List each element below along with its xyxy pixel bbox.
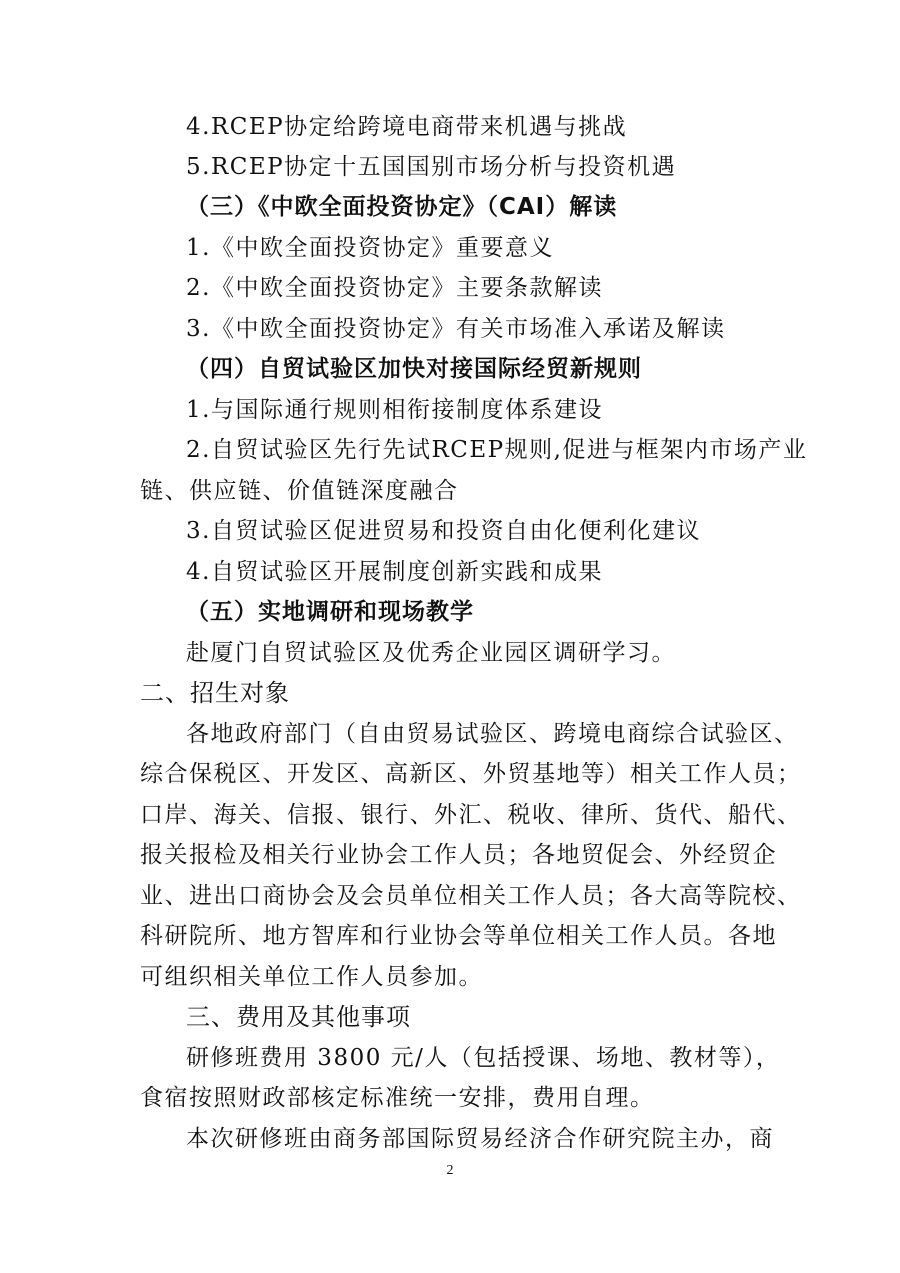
list-item: 5.RCEP协定十五国国别市场分析与投资机遇 <box>186 154 677 180</box>
section-heading-enrollment: 二、招生对象 <box>140 679 290 707</box>
list-item-continuation: 链、供应链、价值链深度融合 <box>140 478 459 504</box>
list-item: 4.RCEP协定给跨境电商带来机遇与挑战 <box>186 114 628 140</box>
list-item: 3.《中欧全面投资协定》有关市场准入承诺及解读 <box>186 316 726 342</box>
section-heading-fees: 三、费用及其他事项 <box>186 1003 411 1031</box>
list-item: 4.自贸试验区开展制度创新实践和成果 <box>186 559 603 585</box>
list-item: 2.《中欧全面投资协定》主要条款解读 <box>186 275 603 301</box>
list-item: 1.《中欧全面投资协定》重要意义 <box>186 235 554 261</box>
subsection-heading-cai: （三）《中欧全面投资协定》（CAI）解读 <box>186 194 618 220</box>
paragraph-line: 食宿按照财政部核定标准统一安排，费用自理。 <box>140 1085 655 1111</box>
paragraph-line: 赴厦门自贸试验区及优秀企业园区调研学习。 <box>186 640 676 666</box>
paragraph-line: 口岸、海关、信报、银行、外汇、税收、律所、货代、船代、 <box>140 802 802 828</box>
paragraph-line: 可组织相关单位工作人员参加。 <box>140 964 483 990</box>
paragraph-line: 业、进出口商协会及会员单位相关工作人员；各大高等院校、 <box>140 883 802 909</box>
list-item: 1.与国际通行规则相衔接制度体系建设 <box>186 397 603 423</box>
subsection-heading-fieldwork: （五）实地调研和现场教学 <box>186 599 474 625</box>
paragraph-line: 本次研修班由商务部国际贸易经济合作研究院主办，商 <box>186 1126 774 1152</box>
paragraph-line: 研修班费用 3800 元/人（包括授课、场地、教材等）， <box>186 1045 781 1071</box>
paragraph-line: 综合保税区、开发区、高新区、外贸基地等）相关工作人员； <box>140 761 802 787</box>
list-item: 2.自贸试验区先行先试RCEP规则,促进与框架内市场产业 <box>186 437 808 463</box>
paragraph-line: 科研院所、地方智库和行业协会等单位相关工作人员。各地 <box>140 923 777 949</box>
page-number: 2 <box>446 1163 454 1178</box>
subsection-heading-ftz: （四）自贸试验区加快对接国际经贸新规则 <box>186 356 642 382</box>
paragraph-line: 各地政府部门（自由贸易试验区、跨境电商综合试验区、 <box>186 721 799 747</box>
paragraph-line: 报关报检及相关行业协会工作人员；各地贸促会、外经贸企 <box>140 842 777 868</box>
list-item: 3.自贸试验区促进贸易和投资自由化便利化建议 <box>186 518 701 544</box>
